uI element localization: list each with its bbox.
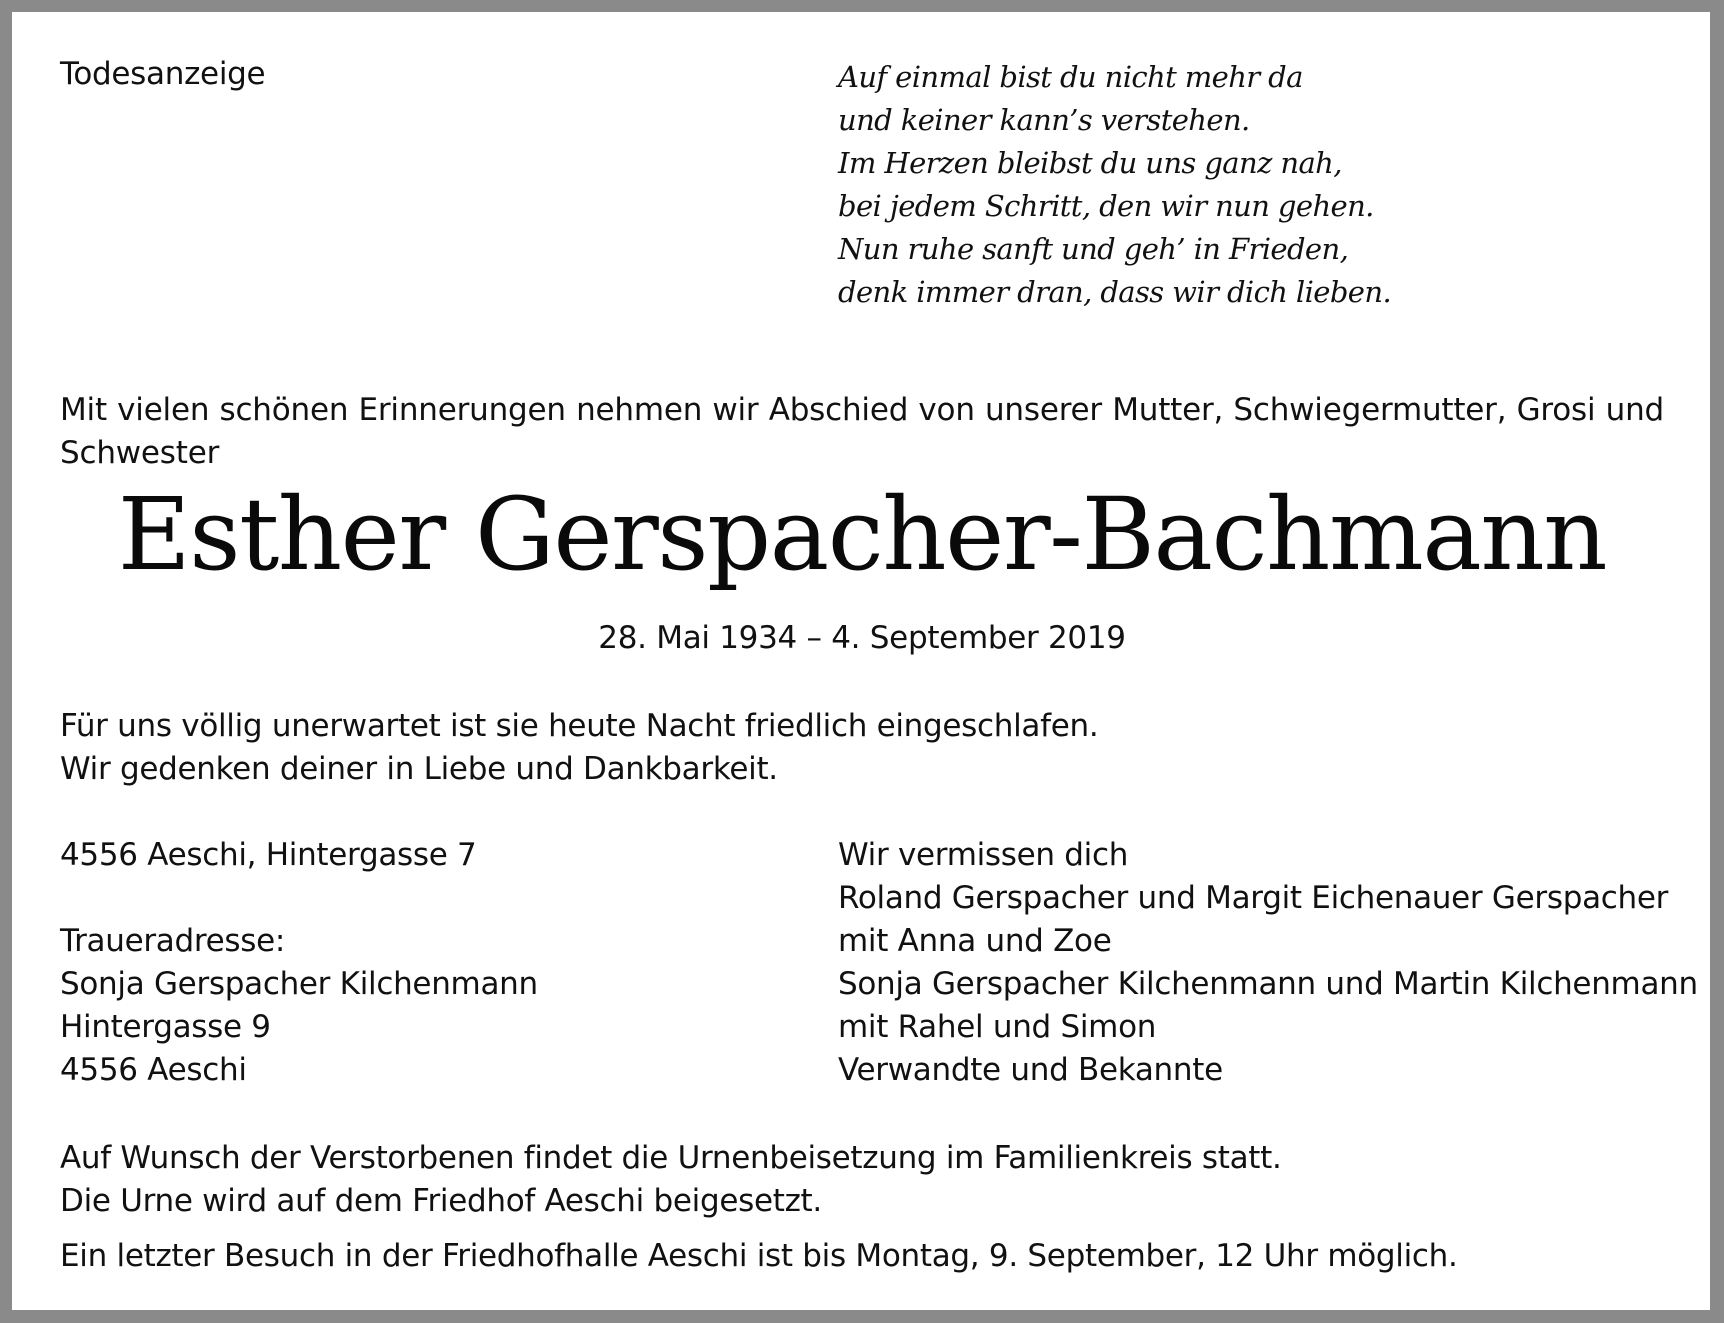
- notice-heading: Todesanzeige: [60, 56, 266, 92]
- poem-line: denk immer dran, dass wir dich lieben.: [838, 275, 1392, 309]
- funeral-line: Die Urne wird auf dem Friedhof Aeschi beigesetzt.: [60, 1183, 822, 1219]
- family-line: Sonja Gerspacher Kilchenmann und Martin Kilchenmann: [838, 966, 1698, 1002]
- life-dates: 28. Mai 1934 – 4. September 2019: [598, 620, 1126, 656]
- poem-line: und keiner kann’s verstehen.: [838, 103, 1250, 137]
- funeral-line: Auf Wunsch der Verstorbenen findet die Urnenbeisetzung im Familienkreis statt.: [60, 1140, 1282, 1176]
- visit-info: Ein letzter Besuch in der Friedhofhalle Aeschi ist bis Montag, 9. September, 12 Uhr möglich.: [60, 1238, 1458, 1274]
- funeral-info: [60, 1137, 1282, 1223]
- mourning-address-label: Traueradresse:: [60, 923, 286, 959]
- mourning-address-line: 4556 Aeschi: [60, 1052, 247, 1088]
- poem-line: bei jedem Schritt, den wir nun gehen.: [838, 189, 1374, 223]
- home-address: 4556 Aeschi, Hintergasse 7: [60, 837, 477, 873]
- family-line: mit Rahel und Simon: [838, 1009, 1157, 1045]
- mourning-address: [60, 920, 538, 1092]
- family-line: Roland Gerspacher und Margit Eichenauer Gerspacher: [838, 880, 1669, 916]
- message-line: Für uns völlig unerwartet ist sie heute Nacht friedlich eingeschlafen.: [60, 708, 1099, 744]
- message: [60, 705, 1098, 791]
- family-line: Wir vermissen dich: [838, 837, 1129, 873]
- family-line: Verwandte und Bekannte: [838, 1052, 1223, 1088]
- mourning-address-line: Sonja Gerspacher Kilchenmann: [60, 966, 538, 1002]
- intro-text: Mit vielen schönen Erinnerungen nehmen wir Abschied von unserer Mutter, Schwiegermutter, Grosi und Schwester: [60, 392, 1664, 471]
- message-line: Wir gedenken deiner in Liebe und Dankbarkeit.: [60, 751, 778, 787]
- poem-line: Im Herzen bleibst du uns ganz nah,: [838, 146, 1342, 180]
- family-line: mit Anna und Zoe: [838, 923, 1112, 959]
- poem-line: Auf einmal bist du nicht mehr da: [838, 60, 1303, 94]
- family-list: [838, 834, 1698, 1092]
- poem-line: Nun ruhe sanft und geh’ in Frieden,: [838, 232, 1349, 266]
- deceased-name: Esther Gerspacher-Bachmann: [117, 476, 1607, 593]
- mourning-address-line: Hintergasse 9: [60, 1009, 271, 1045]
- poem: [838, 56, 1391, 314]
